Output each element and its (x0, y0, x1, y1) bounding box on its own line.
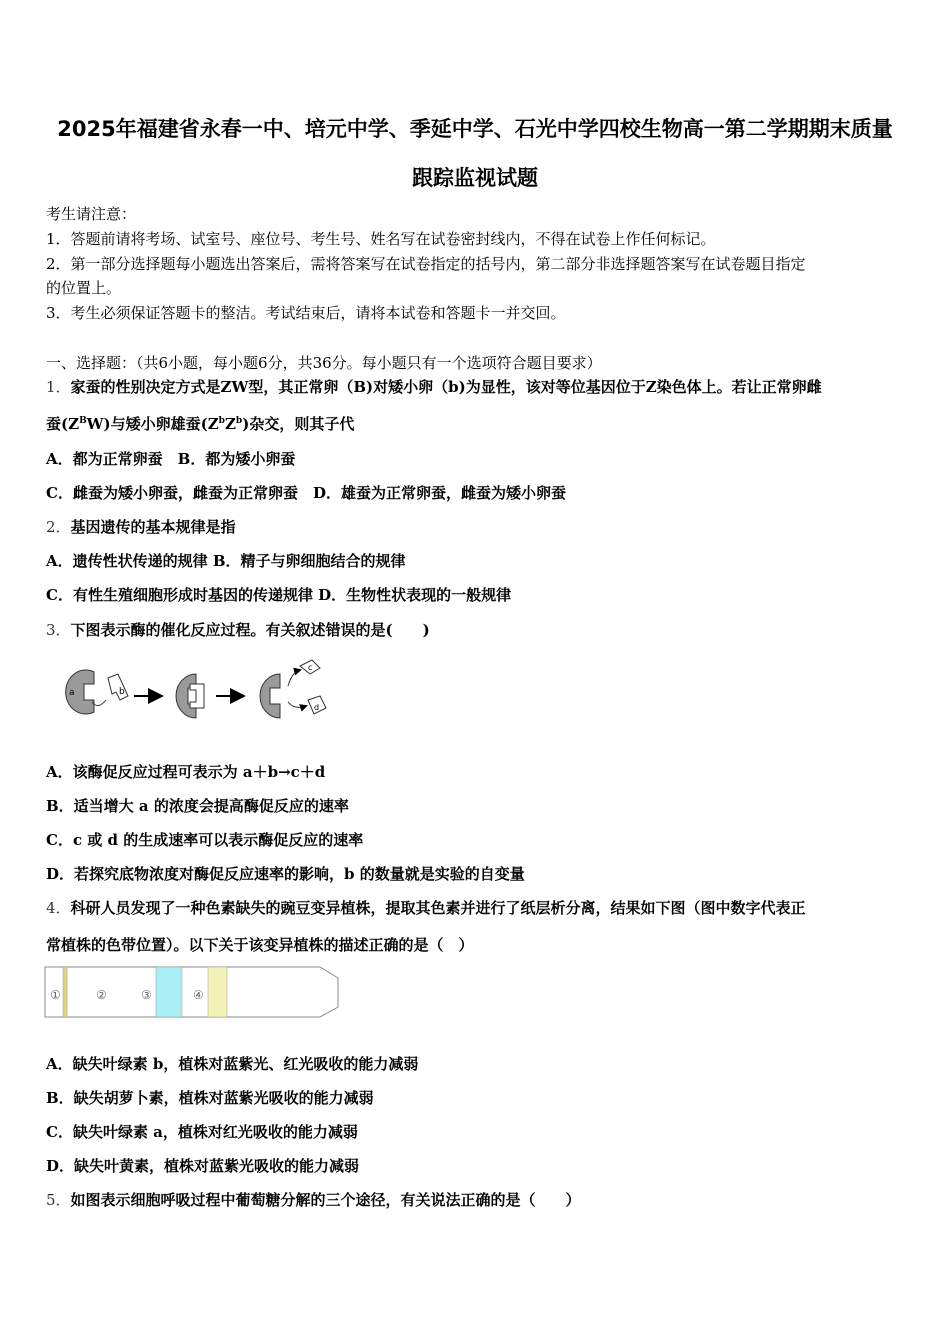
question-number: 3． (46, 621, 71, 639)
superscript: b (235, 416, 243, 426)
notice-item-2-cont: 的位置上。 (46, 279, 122, 297)
band-position-label-3: ③ (141, 988, 152, 1002)
question-3-stem-text: 下图表示酶的催化反应过程。有关叙述错误的是( ) (70, 621, 430, 639)
question-3-option-a: A．该酶促反应过程可表示为 a＋b→c＋d (46, 763, 326, 781)
paper-strip-outline (45, 967, 338, 1017)
notice-item-1: 1．答题前请将考场、试室号、座位号、考生号、姓名写在试卷密封线内，不得在试卷上作任何标记。 (46, 230, 716, 248)
superscript: B (79, 416, 87, 426)
question-3-option-d: D．若探究底物浓度对酶促反应速率的影响，b 的数量就是实验的自变量 (46, 865, 525, 883)
question-2-options-cd: C．有性生殖细胞形成时基因的传递规律 D．生物性状表现的一般规律 (46, 586, 512, 604)
enzyme-after-reaction-shape (260, 674, 280, 718)
question-2-stem-text: 基因遗传的基本规律是指 (70, 518, 236, 536)
band-position-label-1: ① (50, 988, 61, 1002)
question-1-options-ab: A．都为正常卵蚕 B．都为矮小卵蚕 (46, 450, 296, 468)
question-3-option-b: B．适当增大 a 的浓度会提高酶促反应的速率 (46, 797, 349, 815)
question-4-option-c: C．缺失叶绿素 a，植株对红光吸收的能力减弱 (46, 1123, 358, 1141)
question-1-options-cd: C．雌蚕为矮小卵蚕，雌蚕为正常卵蚕 D．雄蚕为正常卵蚕，雌蚕为矮小卵蚕 (46, 484, 566, 502)
enzyme-reaction-figure (56, 652, 336, 726)
pigment-band-1 (63, 967, 67, 1017)
stem-text: 蚕(Z (46, 415, 80, 433)
band-position-label-2: ② (96, 988, 107, 1002)
substrate-b-shape (108, 674, 128, 700)
question-4-stem-text: 科研人员发现了一种色素缺失的豌豆变异植株，提取其色素并进行了纸层析分离，结果如下图（图中数字代表正 (70, 899, 806, 917)
stem-text: )杂交，则其子代 (242, 415, 355, 433)
enzyme-label-a: a (69, 688, 75, 698)
question-4-option-a: A．缺失叶绿素 b，植株对蓝紫光、红光吸收的能力减弱 (46, 1055, 419, 1073)
page-subtitle: 跟踪监视试题 (412, 166, 538, 190)
question-1-stem-text: 家蚕的性别决定方式是ZW型，其正常卵（B)对矮小卵（b)为显性，该对等位基因位于Z染色体上。若让正常卵雌 (70, 378, 822, 396)
curved-arrow (288, 670, 300, 686)
question-4-option-b: B．缺失胡萝卜素，植株对蓝紫光吸收的能力减弱 (46, 1089, 374, 1107)
notice-item-3: 3．考生必须保证答题卡的整洁。考试结束后，请将本试卷和答题卡一并交回。 (46, 304, 566, 322)
question-5-stem-text: 如图表示细胞呼吸过程中葡萄糖分解的三个途径，有关说法正确的是（ ） (70, 1191, 581, 1209)
band-position-label-4: ④ (193, 988, 204, 1002)
question-number: 5． (46, 1191, 71, 1209)
question-4-stem-cont: 常植株的色带位置）。以下关于该变异植株的描述正确的是（ ） (46, 936, 474, 954)
bound-substrate-shape (190, 684, 204, 708)
product-label-d: d (314, 703, 320, 712)
question-4-stem (46, 897, 916, 918)
substrate-label-b: b (119, 687, 125, 697)
stem-text: Z (224, 415, 236, 433)
question-number: 1． (46, 378, 71, 396)
question-1-stem-cont (46, 413, 916, 434)
pigment-band-4 (208, 967, 227, 1017)
chromatography-strip-figure (44, 964, 342, 1020)
notice-item-2: 2．第一部分选择题每小题选出答案后，需将答案写在试卷指定的括号内，第二部分非选择题答案写在试卷题目指定 (46, 255, 806, 273)
page-title: 2025年福建省永春一中、培元中学、季延中学、石光中学四校生物高一第二学期期末质量 (57, 117, 893, 141)
question-3-option-c: C．c 或 d 的生成速率可以表示酶促反应的速率 (46, 831, 364, 849)
curved-arrow (288, 702, 306, 707)
question-number: 2． (46, 518, 71, 536)
section-heading: 一、选择题：（共6小题，每小题6分，共36分。每小题只有一个选项符合题目要求） (46, 354, 602, 372)
enzyme-substrate-complex-shape (176, 674, 196, 718)
superscript: b (218, 416, 225, 426)
question-4-option-d: D．缺失叶黄素，植株对蓝紫光吸收的能力减弱 (46, 1157, 360, 1175)
question-number: 4． (46, 899, 71, 917)
stem-text: W)与矮小卵雄蚕(Z (86, 415, 219, 433)
question-5-stem (46, 1189, 916, 1210)
question-2-stem (46, 516, 916, 537)
product-label-c: c (308, 663, 313, 672)
pigment-band-3 (156, 967, 182, 1017)
notice-header: 考生请注意： (46, 205, 137, 223)
question-3-stem (46, 619, 916, 640)
question-1-stem (46, 376, 916, 397)
question-2-options-ab: A．遗传性状传递的规律 B．精子与卵细胞结合的规律 (46, 552, 406, 570)
